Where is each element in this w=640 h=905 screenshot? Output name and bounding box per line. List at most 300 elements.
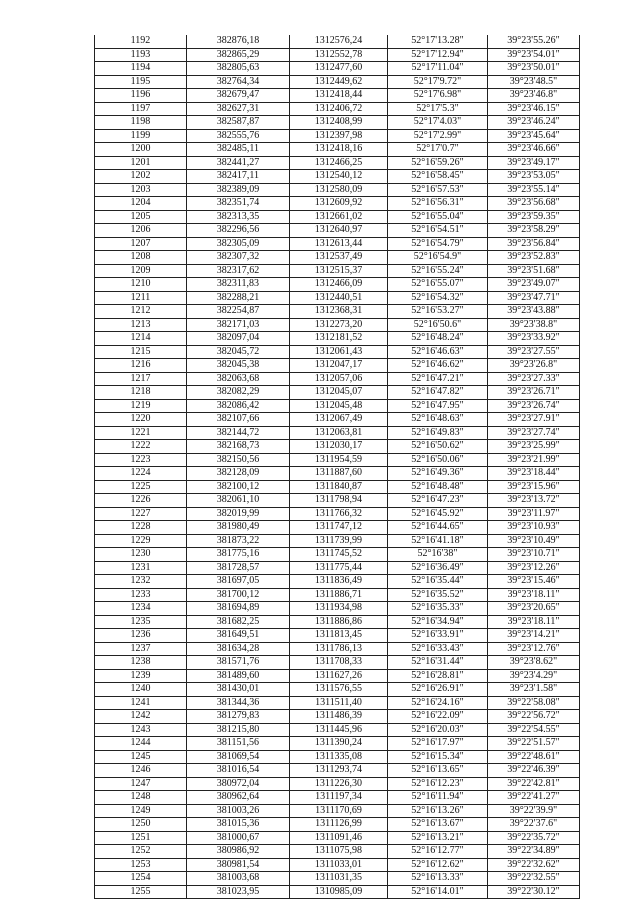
table-row [95, 372, 580, 386]
y-coordinate-cell: 1312540,12 [290, 170, 388, 184]
point-number-cell: 1220 [95, 413, 187, 427]
x-coordinate-cell: 381634,28 [187, 642, 290, 656]
y-coordinate-cell: 1311627,26 [290, 669, 388, 683]
latitude-cell: 52°16'54.32" [388, 291, 488, 305]
table-row [95, 359, 580, 373]
latitude-cell: 52°16'54.79" [388, 237, 488, 251]
y-coordinate-cell: 1312477,60 [290, 62, 388, 76]
latitude-cell: 52°16'35.44" [388, 575, 488, 589]
coordinate-table [94, 35, 580, 899]
latitude-cell: 52°17'4.03" [388, 116, 488, 130]
point-number-cell: 1224 [95, 467, 187, 481]
latitude-cell: 52°16'50.62" [388, 440, 488, 454]
point-number-cell: 1242 [95, 710, 187, 724]
x-coordinate-cell: 381015,36 [187, 818, 290, 832]
point-number-cell: 1203 [95, 183, 187, 197]
latitude-cell: 52°16'44.65" [388, 521, 488, 535]
longitude-cell: 39°22'46.39" [488, 764, 580, 778]
latitude-cell: 52°16'48.63" [388, 413, 488, 427]
table-row [95, 332, 580, 346]
longitude-cell: 39°23'26.74" [488, 399, 580, 413]
longitude-cell: 39°23'18.11" [488, 588, 580, 602]
table-row [95, 629, 580, 643]
longitude-cell: 39°23'47.71" [488, 291, 580, 305]
y-coordinate-cell: 1311126,99 [290, 818, 388, 832]
y-coordinate-cell: 1311091,46 [290, 831, 388, 845]
point-number-cell: 1215 [95, 345, 187, 359]
x-coordinate-cell: 382144,72 [187, 426, 290, 440]
table-row [95, 737, 580, 751]
point-number-cell: 1219 [95, 399, 187, 413]
longitude-cell: 39°23'33.92" [488, 332, 580, 346]
x-coordinate-cell: 382107,66 [187, 413, 290, 427]
table-row [95, 872, 580, 886]
latitude-cell: 52°16'57.53" [388, 183, 488, 197]
latitude-cell: 52°16'33.43" [388, 642, 488, 656]
y-coordinate-cell: 1312061,43 [290, 345, 388, 359]
table-row [95, 750, 580, 764]
table-row [95, 264, 580, 278]
latitude-cell: 52°16'45.92" [388, 507, 488, 521]
point-number-cell: 1204 [95, 197, 187, 211]
table-row [95, 858, 580, 872]
point-number-cell: 1241 [95, 696, 187, 710]
coordinate-table-page [94, 35, 579, 899]
y-coordinate-cell: 1311840,87 [290, 480, 388, 494]
point-number-cell: 1193 [95, 48, 187, 62]
latitude-cell: 52°16'13.26" [388, 804, 488, 818]
table-row [95, 345, 580, 359]
point-number-cell: 1252 [95, 845, 187, 859]
longitude-cell: 39°23'26.8" [488, 359, 580, 373]
latitude-cell: 52°16'49.83" [388, 426, 488, 440]
latitude-cell: 52°16'20.03" [388, 723, 488, 737]
x-coordinate-cell: 382764,34 [187, 75, 290, 89]
latitude-cell: 52°16'17.97" [388, 737, 488, 751]
latitude-cell: 52°16'54.9" [388, 251, 488, 265]
latitude-cell: 52°16'47.23" [388, 494, 488, 508]
latitude-cell: 52°16'46.62" [388, 359, 488, 373]
longitude-cell: 39°23'18.44" [488, 467, 580, 481]
y-coordinate-cell: 1311197,34 [290, 791, 388, 805]
table-row [95, 170, 580, 184]
table-row [95, 399, 580, 413]
y-coordinate-cell: 1312466,09 [290, 278, 388, 292]
point-number-cell: 1231 [95, 561, 187, 575]
y-coordinate-cell: 1311934,98 [290, 602, 388, 616]
point-number-cell: 1213 [95, 318, 187, 332]
point-number-cell: 1209 [95, 264, 187, 278]
longitude-cell: 39°23'59.35" [488, 210, 580, 224]
table-row [95, 453, 580, 467]
point-number-cell: 1218 [95, 386, 187, 400]
latitude-cell: 52°16'15.34" [388, 750, 488, 764]
table-row [95, 480, 580, 494]
table-row [95, 89, 580, 103]
x-coordinate-cell: 381069,54 [187, 750, 290, 764]
latitude-cell: 52°16'13.33" [388, 872, 488, 886]
longitude-cell: 39°23'49.07" [488, 278, 580, 292]
longitude-cell: 39°23'10.93" [488, 521, 580, 535]
y-coordinate-cell: 1312640,97 [290, 224, 388, 238]
table-row [95, 521, 580, 535]
latitude-cell: 52°16'14.01" [388, 885, 488, 899]
table-row [95, 831, 580, 845]
longitude-cell: 39°23'14.21" [488, 629, 580, 643]
latitude-cell: 52°16'35.33" [388, 602, 488, 616]
latitude-cell: 52°16'35.52" [388, 588, 488, 602]
x-coordinate-cell: 382254,87 [187, 305, 290, 319]
y-coordinate-cell: 1311798,94 [290, 494, 388, 508]
point-number-cell: 1214 [95, 332, 187, 346]
latitude-cell: 52°16'50.06" [388, 453, 488, 467]
latitude-cell: 52°16'26.91" [388, 683, 488, 697]
longitude-cell: 39°22'34.89" [488, 845, 580, 859]
table-row [95, 575, 580, 589]
y-coordinate-cell: 1312613,44 [290, 237, 388, 251]
longitude-cell: 39°23'15.96" [488, 480, 580, 494]
table-row [95, 548, 580, 562]
y-coordinate-cell: 1311576,55 [290, 683, 388, 697]
point-number-cell: 1246 [95, 764, 187, 778]
x-coordinate-cell: 382313,35 [187, 210, 290, 224]
x-coordinate-cell: 381430,01 [187, 683, 290, 697]
table-row [95, 467, 580, 481]
y-coordinate-cell: 1311786,13 [290, 642, 388, 656]
latitude-cell: 52°17'9.72" [388, 75, 488, 89]
x-coordinate-cell: 382019,99 [187, 507, 290, 521]
table-row [95, 804, 580, 818]
y-coordinate-cell: 1311335,08 [290, 750, 388, 764]
latitude-cell: 52°16'22.09" [388, 710, 488, 724]
y-coordinate-cell: 1312406,72 [290, 102, 388, 116]
point-number-cell: 1237 [95, 642, 187, 656]
longitude-cell: 39°23'4.29" [488, 669, 580, 683]
point-number-cell: 1236 [95, 629, 187, 643]
point-number-cell: 1216 [95, 359, 187, 373]
point-number-cell: 1230 [95, 548, 187, 562]
longitude-cell: 39°22'54.55" [488, 723, 580, 737]
x-coordinate-cell: 382417,11 [187, 170, 290, 184]
x-coordinate-cell: 382150,56 [187, 453, 290, 467]
latitude-cell: 52°16'55.04" [388, 210, 488, 224]
x-coordinate-cell: 382086,42 [187, 399, 290, 413]
y-coordinate-cell: 1311293,74 [290, 764, 388, 778]
y-coordinate-cell: 1312057,06 [290, 372, 388, 386]
y-coordinate-cell: 1311747,12 [290, 521, 388, 535]
x-coordinate-cell: 382082,29 [187, 386, 290, 400]
point-number-cell: 1243 [95, 723, 187, 737]
y-coordinate-cell: 1311745,52 [290, 548, 388, 562]
point-number-cell: 1222 [95, 440, 187, 454]
table-row [95, 534, 580, 548]
point-number-cell: 1249 [95, 804, 187, 818]
longitude-cell: 39°23'10.49" [488, 534, 580, 548]
longitude-cell: 39°23'52.83" [488, 251, 580, 265]
longitude-cell: 39°23'46.8" [488, 89, 580, 103]
y-coordinate-cell: 1311445,96 [290, 723, 388, 737]
longitude-cell: 39°23'46.66" [488, 143, 580, 157]
longitude-cell: 39°23'46.24" [488, 116, 580, 130]
longitude-cell: 39°23'58.29" [488, 224, 580, 238]
x-coordinate-cell: 382045,38 [187, 359, 290, 373]
latitude-cell: 52°17'6.98" [388, 89, 488, 103]
y-coordinate-cell: 1312368,31 [290, 305, 388, 319]
y-coordinate-cell: 1312449,62 [290, 75, 388, 89]
x-coordinate-cell: 381016,54 [187, 764, 290, 778]
longitude-cell: 39°22'37.6" [488, 818, 580, 832]
point-number-cell: 1255 [95, 885, 187, 899]
y-coordinate-cell: 1311226,30 [290, 777, 388, 791]
table-row [95, 237, 580, 251]
latitude-cell: 52°17'13.28" [388, 35, 488, 48]
y-coordinate-cell: 1311511,40 [290, 696, 388, 710]
latitude-cell: 52°16'55.24" [388, 264, 488, 278]
x-coordinate-cell: 380972,04 [187, 777, 290, 791]
latitude-cell: 52°16'47.95" [388, 399, 488, 413]
y-coordinate-cell: 1312063,81 [290, 426, 388, 440]
y-coordinate-cell: 1311766,32 [290, 507, 388, 521]
table-row [95, 615, 580, 629]
point-number-cell: 1207 [95, 237, 187, 251]
point-number-cell: 1254 [95, 872, 187, 886]
x-coordinate-cell: 382441,27 [187, 156, 290, 170]
y-coordinate-cell: 1311170,69 [290, 804, 388, 818]
x-coordinate-cell: 382555,76 [187, 129, 290, 143]
x-coordinate-cell: 380981,54 [187, 858, 290, 872]
longitude-cell: 39°23'13.72" [488, 494, 580, 508]
y-coordinate-cell: 1311886,86 [290, 615, 388, 629]
point-number-cell: 1232 [95, 575, 187, 589]
x-coordinate-cell: 382485,11 [187, 143, 290, 157]
table-row [95, 62, 580, 76]
x-coordinate-cell: 382307,32 [187, 251, 290, 265]
point-number-cell: 1200 [95, 143, 187, 157]
y-coordinate-cell: 1311775,44 [290, 561, 388, 575]
latitude-cell: 52°16'50.6" [388, 318, 488, 332]
table-row [95, 48, 580, 62]
point-number-cell: 1195 [95, 75, 187, 89]
table-row [95, 602, 580, 616]
point-number-cell: 1206 [95, 224, 187, 238]
table-row [95, 494, 580, 508]
y-coordinate-cell: 1311075,98 [290, 845, 388, 859]
table-row [95, 426, 580, 440]
latitude-cell: 52°16'53.27" [388, 305, 488, 319]
y-coordinate-cell: 1311954,59 [290, 453, 388, 467]
longitude-cell: 39°23'10.71" [488, 548, 580, 562]
x-coordinate-cell: 382305,09 [187, 237, 290, 251]
x-coordinate-cell: 381775,16 [187, 548, 290, 562]
longitude-cell: 39°22'56.72" [488, 710, 580, 724]
y-coordinate-cell: 1312440,51 [290, 291, 388, 305]
table-row [95, 683, 580, 697]
point-number-cell: 1223 [95, 453, 187, 467]
x-coordinate-cell: 382865,29 [187, 48, 290, 62]
x-coordinate-cell: 382317,62 [187, 264, 290, 278]
longitude-cell: 39°23'27.55" [488, 345, 580, 359]
table-row [95, 885, 580, 899]
y-coordinate-cell: 1312408,99 [290, 116, 388, 130]
longitude-cell: 39°23'45.64" [488, 129, 580, 143]
longitude-cell: 39°23'21.99" [488, 453, 580, 467]
table-row [95, 305, 580, 319]
y-coordinate-cell: 1312580,09 [290, 183, 388, 197]
y-coordinate-cell: 1312515,37 [290, 264, 388, 278]
point-number-cell: 1240 [95, 683, 187, 697]
point-number-cell: 1248 [95, 791, 187, 805]
x-coordinate-cell: 382045,72 [187, 345, 290, 359]
table-row [95, 818, 580, 832]
table-row [95, 129, 580, 143]
longitude-cell: 39°23'43.88" [488, 305, 580, 319]
x-coordinate-cell: 381279,83 [187, 710, 290, 724]
x-coordinate-cell: 381215,80 [187, 723, 290, 737]
longitude-cell: 39°23'49.17" [488, 156, 580, 170]
x-coordinate-cell: 381682,25 [187, 615, 290, 629]
latitude-cell: 52°16'28.81" [388, 669, 488, 683]
y-coordinate-cell: 1312067,49 [290, 413, 388, 427]
x-coordinate-cell: 381728,57 [187, 561, 290, 575]
table-row [95, 116, 580, 130]
table-row [95, 224, 580, 238]
point-number-cell: 1235 [95, 615, 187, 629]
y-coordinate-cell: 1311739,99 [290, 534, 388, 548]
table-row [95, 291, 580, 305]
point-number-cell: 1194 [95, 62, 187, 76]
table-row [95, 440, 580, 454]
point-number-cell: 1211 [95, 291, 187, 305]
longitude-cell: 39°23'26.71" [488, 386, 580, 400]
point-number-cell: 1233 [95, 588, 187, 602]
y-coordinate-cell: 1311390,24 [290, 737, 388, 751]
y-coordinate-cell: 1312045,48 [290, 399, 388, 413]
table-row [95, 143, 580, 157]
table-row [95, 642, 580, 656]
table-row [95, 588, 580, 602]
latitude-cell: 52°16'11.94" [388, 791, 488, 805]
longitude-cell: 39°23'27.74" [488, 426, 580, 440]
latitude-cell: 52°16'48.24" [388, 332, 488, 346]
x-coordinate-cell: 382128,09 [187, 467, 290, 481]
longitude-cell: 39°23'55.26" [488, 35, 580, 48]
point-number-cell: 1202 [95, 170, 187, 184]
longitude-cell: 39°23'48.5" [488, 75, 580, 89]
point-number-cell: 1197 [95, 102, 187, 116]
y-coordinate-cell: 1312552,78 [290, 48, 388, 62]
longitude-cell: 39°23'56.68" [488, 197, 580, 211]
x-coordinate-cell: 380986,92 [187, 845, 290, 859]
point-number-cell: 1238 [95, 656, 187, 670]
table-row [95, 102, 580, 116]
longitude-cell: 39°23'54.01" [488, 48, 580, 62]
latitude-cell: 52°16'31.44" [388, 656, 488, 670]
latitude-cell: 52°16'33.91" [388, 629, 488, 643]
x-coordinate-cell: 382311,83 [187, 278, 290, 292]
x-coordinate-cell: 381697,05 [187, 575, 290, 589]
latitude-cell: 52°17'12.94" [388, 48, 488, 62]
table-row [95, 75, 580, 89]
y-coordinate-cell: 1311708,33 [290, 656, 388, 670]
x-coordinate-cell: 381649,51 [187, 629, 290, 643]
longitude-cell: 39°23'56.84" [488, 237, 580, 251]
x-coordinate-cell: 381980,49 [187, 521, 290, 535]
point-number-cell: 1229 [95, 534, 187, 548]
table-row [95, 197, 580, 211]
x-coordinate-cell: 381344,36 [187, 696, 290, 710]
table-row [95, 210, 580, 224]
table-row [95, 251, 580, 265]
longitude-cell: 39°23'18.11" [488, 615, 580, 629]
latitude-cell: 52°16'12.62" [388, 858, 488, 872]
point-number-cell: 1227 [95, 507, 187, 521]
point-number-cell: 1210 [95, 278, 187, 292]
latitude-cell: 52°16'49.36" [388, 467, 488, 481]
x-coordinate-cell: 382805,63 [187, 62, 290, 76]
table-row [95, 318, 580, 332]
point-number-cell: 1217 [95, 372, 187, 386]
y-coordinate-cell: 1312661,02 [290, 210, 388, 224]
x-coordinate-cell: 381873,22 [187, 534, 290, 548]
latitude-cell: 52°16'36.49" [388, 561, 488, 575]
table-row [95, 696, 580, 710]
table-row [95, 561, 580, 575]
table-row [95, 278, 580, 292]
latitude-cell: 52°16'13.67" [388, 818, 488, 832]
x-coordinate-cell: 381151,56 [187, 737, 290, 751]
x-coordinate-cell: 381694,89 [187, 602, 290, 616]
x-coordinate-cell: 382097,04 [187, 332, 290, 346]
x-coordinate-cell: 381000,67 [187, 831, 290, 845]
latitude-cell: 52°16'47.82" [388, 386, 488, 400]
latitude-cell: 52°17'5.3" [388, 102, 488, 116]
point-number-cell: 1199 [95, 129, 187, 143]
latitude-cell: 52°16'13.65" [388, 764, 488, 778]
longitude-cell: 39°23'46.15" [488, 102, 580, 116]
y-coordinate-cell: 1311033,01 [290, 858, 388, 872]
x-coordinate-cell: 382296,56 [187, 224, 290, 238]
longitude-cell: 39°23'20.65" [488, 602, 580, 616]
table-row [95, 723, 580, 737]
longitude-cell: 39°22'32.62" [488, 858, 580, 872]
y-coordinate-cell: 1312045,07 [290, 386, 388, 400]
table-row [95, 35, 580, 48]
latitude-cell: 52°16'12.77" [388, 845, 488, 859]
y-coordinate-cell: 1312397,98 [290, 129, 388, 143]
longitude-cell: 39°23'38.8" [488, 318, 580, 332]
y-coordinate-cell: 1311031,35 [290, 872, 388, 886]
point-number-cell: 1221 [95, 426, 187, 440]
longitude-cell: 39°23'15.46" [488, 575, 580, 589]
point-number-cell: 1234 [95, 602, 187, 616]
y-coordinate-cell: 1312047,17 [290, 359, 388, 373]
x-coordinate-cell: 382288,21 [187, 291, 290, 305]
y-coordinate-cell: 1311486,39 [290, 710, 388, 724]
y-coordinate-cell: 1312181,52 [290, 332, 388, 346]
point-number-cell: 1212 [95, 305, 187, 319]
latitude-cell: 52°16'56.31" [388, 197, 488, 211]
x-coordinate-cell: 382679,47 [187, 89, 290, 103]
x-coordinate-cell: 382389,09 [187, 183, 290, 197]
x-coordinate-cell: 381023,95 [187, 885, 290, 899]
x-coordinate-cell: 381003,68 [187, 872, 290, 886]
point-number-cell: 1244 [95, 737, 187, 751]
x-coordinate-cell: 382587,87 [187, 116, 290, 130]
table-body [95, 35, 580, 899]
y-coordinate-cell: 1311886,71 [290, 588, 388, 602]
longitude-cell: 39°23'12.76" [488, 642, 580, 656]
point-number-cell: 1251 [95, 831, 187, 845]
